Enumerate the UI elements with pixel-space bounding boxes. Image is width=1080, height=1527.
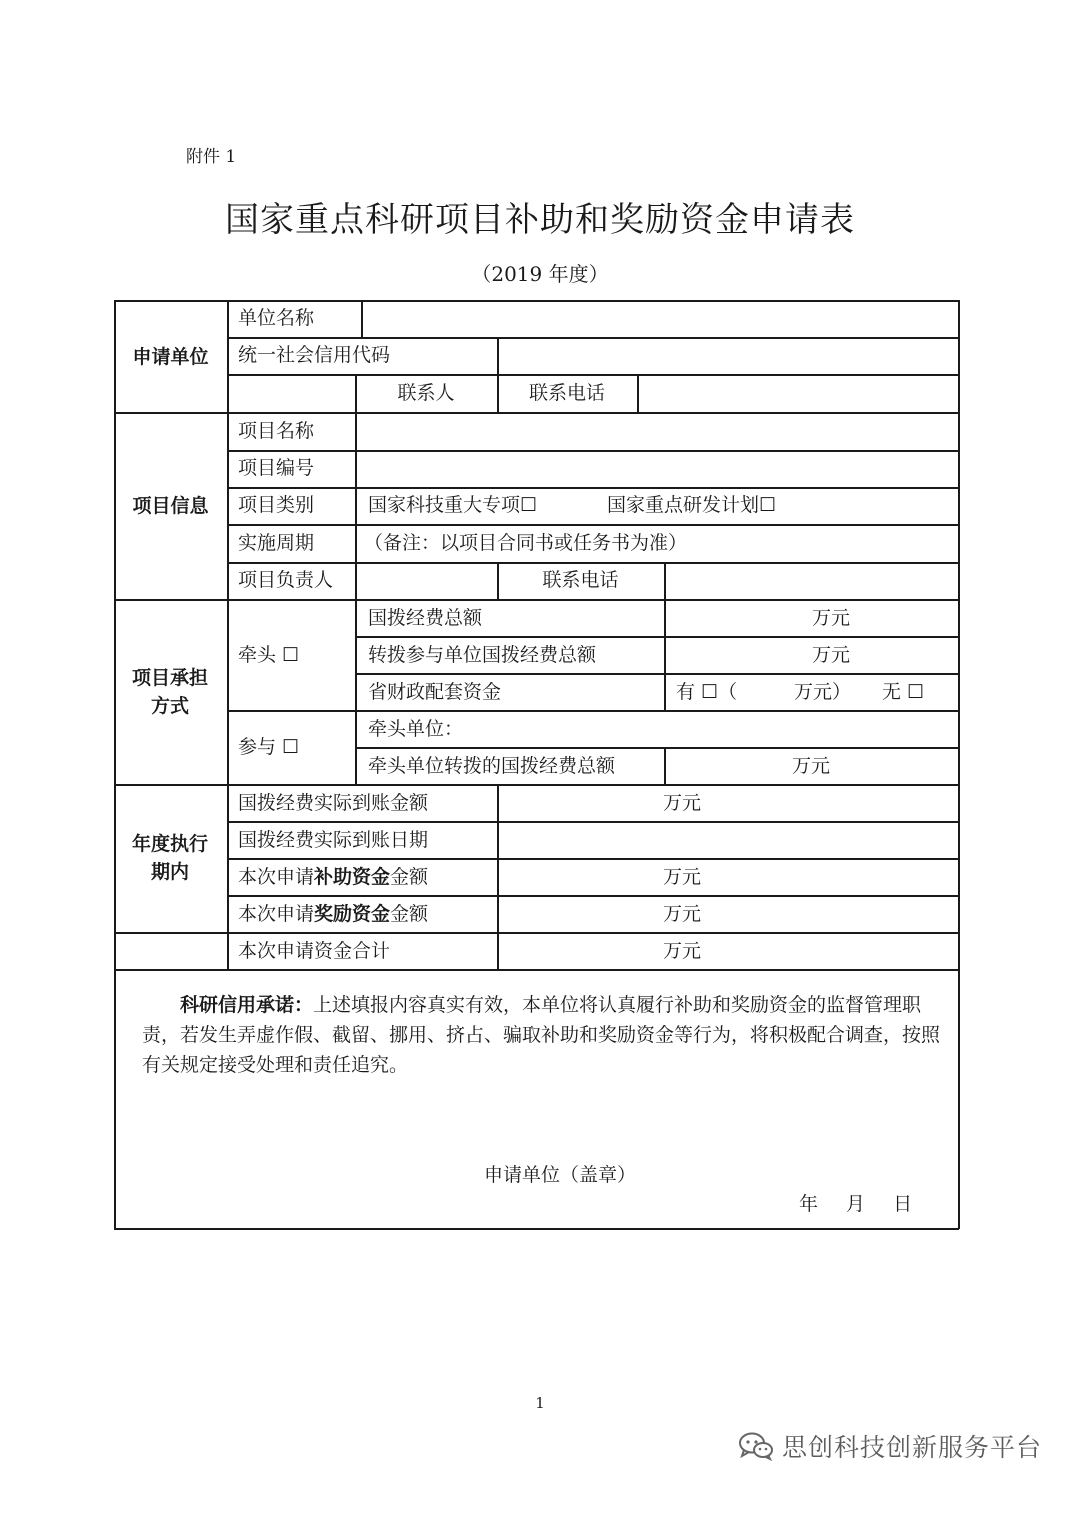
label-total-request: 本次申请资金合计	[238, 940, 391, 962]
checkbox-provincial-no[interactable]: 无 ☐	[882, 681, 925, 703]
label-contact: 联系人	[397, 382, 455, 404]
label-project-leader: 项目负责人	[238, 569, 334, 591]
unit-total-funds: 万元	[811, 607, 850, 629]
label-project-number: 项目编号	[238, 457, 315, 479]
application-form-table	[114, 300, 959, 1229]
checkbox-lead[interactable]: 牵头 ☐	[238, 644, 300, 666]
checkbox-major-project[interactable]: 国家科技重大专项☐	[368, 494, 538, 516]
label-provincial-funds: 省财政配套资金	[368, 681, 502, 703]
sign-date: 年 月 日	[799, 1193, 913, 1215]
unit-reward-amount: 万元	[662, 903, 701, 925]
checkbox-participate[interactable]: 参与 ☐	[238, 736, 300, 758]
checkbox-provincial-yes[interactable]: 有 ☐（	[676, 681, 738, 703]
attachment-label: 附件 1	[186, 147, 237, 167]
section-project-info: 项目信息	[132, 495, 209, 517]
label-lead-transfer: 牵头单位转拨的国拨经费总额	[368, 755, 616, 777]
applicant-seal-label: 申请单位（盖章）	[484, 1164, 637, 1186]
label-project-name: 项目名称	[238, 420, 315, 442]
label-unit-name: 单位名称	[238, 307, 315, 329]
unit-lead-transfer: 万元	[791, 755, 830, 777]
label-arrived-date: 国拨经费实际到账日期	[238, 829, 429, 851]
label-lead-unit: 牵头单位：	[368, 718, 464, 740]
unit-arrived-amount: 万元	[662, 792, 701, 814]
label-total-funds: 国拨经费总额	[368, 607, 483, 629]
label-subsidy-amount: 本次申请补助资金金额	[238, 866, 429, 888]
unit-transfer-funds: 万元	[811, 644, 850, 666]
section-applicant: 申请单位	[132, 346, 209, 368]
label-period: 实施周期	[238, 532, 315, 554]
section-undertake-mode: 项目承担方式	[131, 667, 208, 717]
watermark	[738, 1428, 1042, 1464]
section-annual-period: 年度执行期内	[131, 833, 208, 883]
label-arrived-amount: 国拨经费实际到账金额	[238, 792, 429, 814]
unit-total-request: 万元	[662, 940, 701, 962]
label-phone: 联系电话	[528, 382, 605, 404]
label-reward-amount: 本次申请奖励资金金额	[238, 903, 429, 925]
credit-promise: 科研信用承诺：上述填报内容真实有效，本单位将认真履行补助和奖励资金的监督管理职责，若发生弄虚作假、截留、挪用、挤占、骗取补助和奖励资金等行为，将积极配合调查，按照有关规定接受处理和责任追究。	[142, 994, 941, 1076]
wechat-icon	[738, 1431, 774, 1461]
unit-provincial-funds: 万元）	[794, 681, 852, 703]
label-credit-code: 统一社会信用代码	[238, 344, 391, 366]
unit-subsidy-amount: 万元	[662, 866, 701, 888]
page-number: 1	[535, 1394, 545, 1412]
form-year: （2019 年度）	[471, 262, 609, 286]
form-title: 国家重点科研项目补助和奖励资金申请表	[225, 200, 855, 240]
checkbox-key-rd-plan[interactable]: 国家重点研发计划☐	[607, 494, 777, 516]
watermark-text: 思创科技创新服务平台	[782, 1433, 1043, 1462]
period-note: （备注：以项目合同书或任务书为准）	[364, 532, 688, 554]
label-leader-phone: 联系电话	[542, 569, 619, 591]
label-project-category: 项目类别	[238, 494, 315, 516]
label-transfer-funds: 转拨参与单位国拨经费总额	[368, 644, 597, 666]
